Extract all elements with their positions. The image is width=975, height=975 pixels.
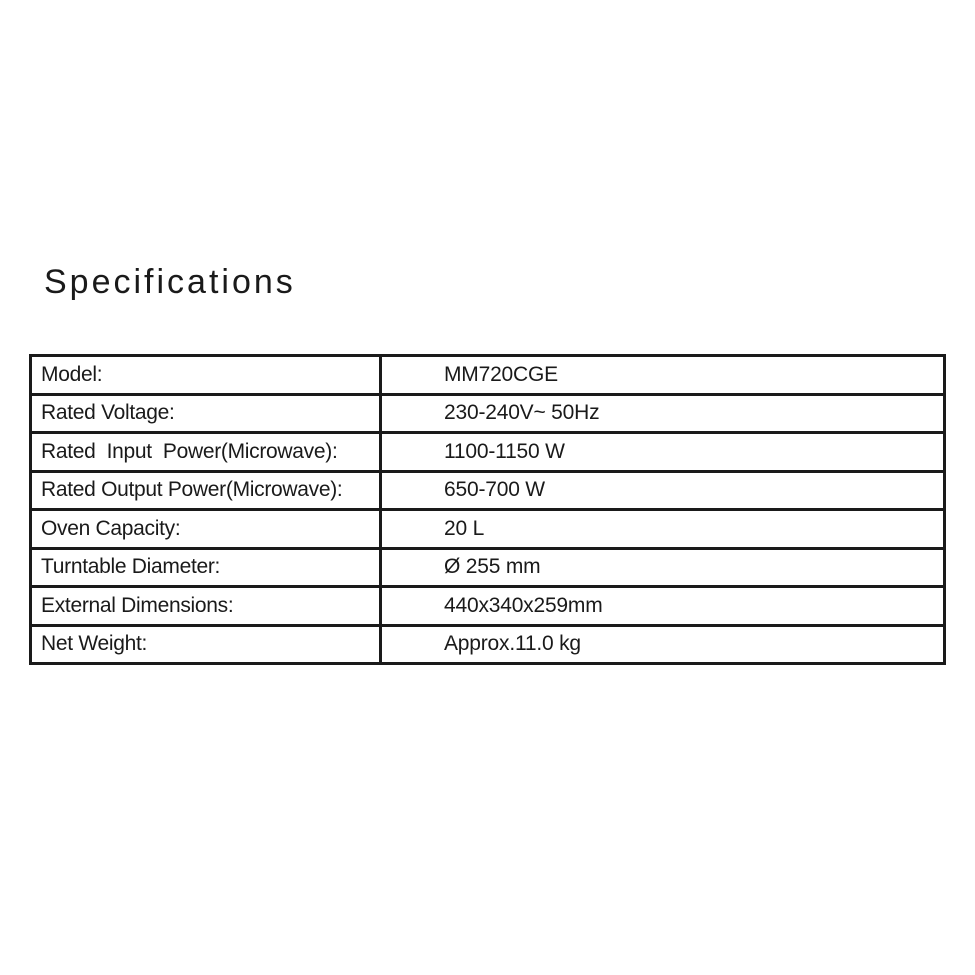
specifications-table (29, 354, 946, 665)
table-row (31, 394, 945, 433)
spec-label: Model: (31, 356, 381, 395)
spec-value: Approx.11.0 kg (381, 625, 945, 664)
spec-value: 650-700 W (381, 471, 945, 510)
spec-label: Turntable Diameter: (31, 548, 381, 587)
spec-value: Ø 255 mm (381, 548, 945, 587)
spec-label: Oven Capacity: (31, 510, 381, 549)
spec-label: Rated Output Power(Microwave): (31, 471, 381, 510)
table-row (31, 510, 945, 549)
spec-label: Net Weight: (31, 625, 381, 664)
spec-value: 230-240V~ 50Hz (381, 394, 945, 433)
spec-label: Rated Input Power(Microwave): (31, 433, 381, 472)
table-row (31, 625, 945, 664)
table-row (31, 471, 945, 510)
table-row (31, 587, 945, 626)
table-row (31, 356, 945, 395)
spec-label: Rated Voltage: (31, 394, 381, 433)
page-title: Specifications (44, 263, 296, 301)
spec-value: MM720CGE (381, 356, 945, 395)
spec-label: External Dimensions: (31, 587, 381, 626)
table-row (31, 433, 945, 472)
spec-value: 1100-1150 W (381, 433, 945, 472)
spec-value: 440x340x259mm (381, 587, 945, 626)
spec-value: 20 L (381, 510, 945, 549)
table-row (31, 548, 945, 587)
